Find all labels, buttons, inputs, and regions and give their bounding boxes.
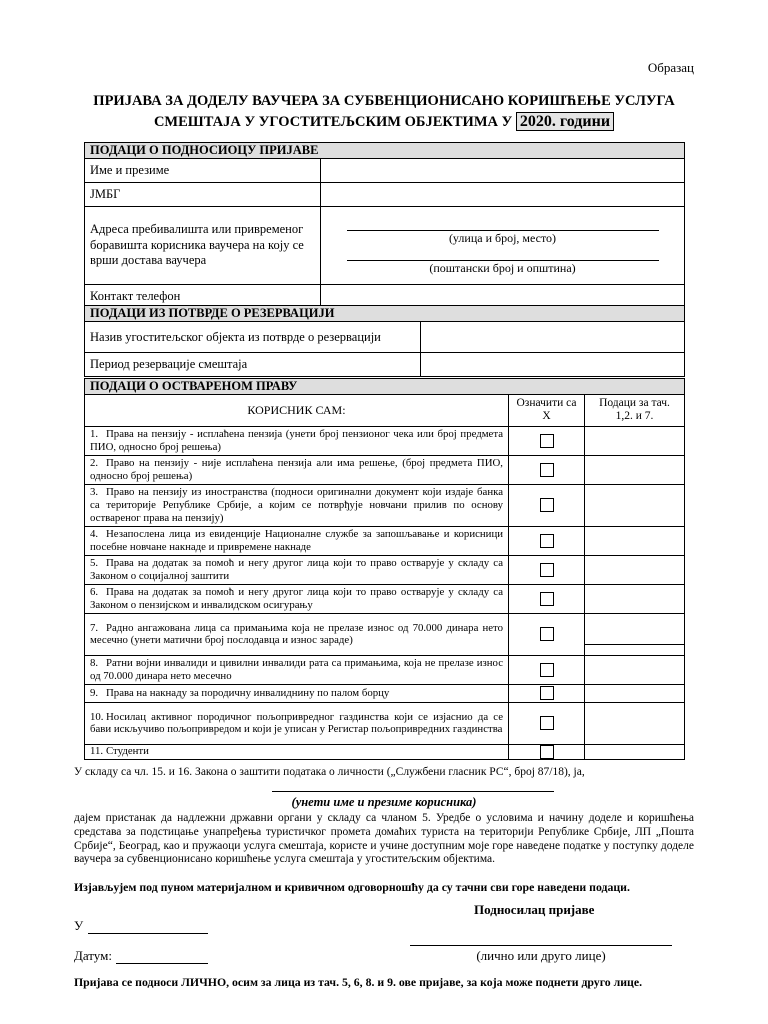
signature-hint: (лично или друго лице) (476, 948, 606, 963)
list-item (85, 684, 509, 702)
checkbox-9[interactable] (540, 686, 554, 700)
postal-hint: (поштански број и општина) (429, 260, 576, 275)
postal-line[interactable] (347, 246, 659, 261)
address-label: Адреса пребивалишта или привременог боравишта корисника ваучера на коју се врши достава ваучера (85, 207, 321, 285)
item-text: Носилац активног породичног пољопривредног газдинства који се изјаснио да се бави искључиво пољопривредом и који је уписан у Регистар пољопривредних газдинства (90, 710, 503, 736)
name-field[interactable] (321, 159, 685, 183)
submission-note: Пријава се подноси ЛИЧНО, осим за лица из тач. 5, 6, 8. и 9. ове пријаве, за која може поднети друго лице. (74, 975, 643, 989)
checkbox-1[interactable] (540, 434, 554, 448)
item-number: 7. (90, 621, 99, 634)
street-hint: (улица и број, место) (448, 230, 557, 245)
list-item (85, 613, 509, 655)
section-applicant: ПОДАЦИ О ПОДНОСИОЦУ ПРИЈАВЕ (85, 143, 685, 159)
col-mark: Означити са Х (509, 394, 585, 426)
list-item (85, 455, 509, 484)
data-field-8 (585, 655, 685, 684)
place-line[interactable] (88, 919, 208, 934)
list-item (85, 484, 509, 526)
list-item (85, 655, 509, 684)
section-reservation: ПОДАЦИ ИЗ ПОТВРДЕ О РЕЗЕРВАЦИЈИ (85, 306, 685, 322)
data-field-10 (585, 702, 685, 744)
consent-intro: У складу са чл. 15. и 16. Закона о заштити података о личности („Службени гласник РС“, број 87/18), ја, (74, 766, 585, 778)
data-field-9 (585, 684, 685, 702)
item-number: 4. (90, 528, 99, 541)
checkbox-2[interactable] (540, 463, 554, 477)
item-number: 10. (90, 710, 104, 723)
reservation-table (84, 305, 685, 377)
year-badge: 2020. години (516, 112, 614, 131)
checkbox-7[interactable] (540, 627, 554, 641)
form-label: Образац (647, 60, 694, 75)
data-field-2[interactable] (585, 455, 685, 484)
list-item (85, 555, 509, 584)
jmbg-label: ЈМБГ (85, 183, 321, 207)
facility-label: Назив угоститељског објекта из потврде о резервацији (85, 322, 421, 353)
consent-body: дајем пристанак да надлежни државни органи у складу са чланом 5. Уредбе о условима и начину доделе и коришћења средстава за подстицање унапређења туристичког промета домаћих туриста на територији Републике Србије, ЛП „Пошта Србије“, Београд, као и пружаоци услуга смештаја, користе и учине доступним моје горе наведене податке у поступку доделе ваучера за субвенционисано коришћење услуга смештаја у угоститељским објектима. (74, 812, 694, 866)
form-title-line2 (0, 113, 768, 131)
item-text: Радно ангажована лица са примањима која не прелазе износ од 70.000 динара нето месечно (унети матични број послодавца и износ зараде) (90, 621, 503, 647)
item-number: 8. (90, 657, 99, 670)
data-field-1[interactable] (585, 426, 685, 455)
item-number: 9. (90, 686, 99, 699)
consent-name-line[interactable] (272, 781, 554, 792)
period-field[interactable] (421, 353, 685, 377)
jmbg-field[interactable] (321, 183, 685, 207)
list-item (85, 744, 509, 759)
address-field[interactable] (321, 207, 685, 285)
checkbox-3[interactable] (540, 498, 554, 512)
date-line[interactable] (116, 949, 208, 964)
signature-line[interactable] (410, 931, 672, 946)
name-hint: (унети име и презиме корисника) (291, 795, 477, 809)
form-title: ПРИЈАВА ЗА ДОДЕЛУ ВАУЧЕРА ЗА СУБВЕНЦИОНИСАНО КОРИШЋЕЊЕ УСЛУГА (93, 93, 675, 109)
date-label: Датум: (74, 948, 112, 963)
applicant-label: Подносилац пријаве (474, 902, 595, 917)
checkbox-10[interactable] (540, 716, 554, 730)
checkbox-8[interactable] (540, 663, 554, 677)
data-field-4 (585, 526, 685, 555)
data-field-3 (585, 484, 685, 526)
checkbox-5[interactable] (540, 563, 554, 577)
item-number: 1. (90, 428, 99, 441)
form-title-text: СМЕШТАЈА У УГОСТИТЕЉСКИМ ОБЈЕКТИМА У (153, 114, 513, 130)
list-item (85, 702, 509, 744)
item-text: Права на додатак за помоћ и негу другог лица који то право остварује у складу са Законом о социјалној заштити (90, 557, 503, 582)
item-text: Право на пензију - није исплаћена пензија али има решење, (број предмета ПИО, односно број решења) (90, 457, 503, 482)
item-number: 6. (90, 586, 99, 599)
item-text: Права на пензију - исплаћена пензија (унети број пензионог чека или број предмета ПИО, односно број решења) (90, 428, 503, 453)
item-text: Студенти (106, 745, 149, 758)
item-number: 3. (90, 486, 99, 499)
checkbox-11[interactable] (540, 745, 554, 759)
street-line[interactable] (347, 216, 659, 231)
item-text: Права на накнаду за породичну инвалиднину по палом борцу (106, 686, 390, 699)
period-label: Период резервације смештаја (85, 353, 421, 377)
data-field-7[interactable] (585, 613, 685, 655)
declaration: Изјављујем под пуном материјалном и кривичном одговорношћу да су тачни сви горе наведени подаци. (74, 880, 630, 894)
checkbox-4[interactable] (540, 534, 554, 548)
data-field-5 (585, 555, 685, 584)
phone-label: Контакт телефон (85, 285, 321, 308)
list-item (85, 584, 509, 613)
item-text: Права на додатак за помоћ и негу другог лица који то право остварује у складу са Законом о пензијском и инвалидском осигурању (90, 586, 503, 611)
item-text: Незапослена лица из евиденције Националне службе за запошљавање и корисници посебне новчане накнаде и привремене накнаде (90, 528, 503, 553)
applicant-table (84, 142, 685, 308)
rights-table (84, 378, 685, 760)
item-number: 11. (90, 745, 104, 758)
col-data: Подаци за тач. 1,2. и 7. (585, 394, 685, 426)
data-field-6 (585, 584, 685, 613)
checkbox-6[interactable] (540, 592, 554, 606)
list-item (85, 526, 509, 555)
section-rights: ПОДАЦИ О ОСТВАРЕНОМ ПРАВУ (85, 379, 685, 395)
item-text: Ратни војни инвалиди и цивилни инвалиди рата са примањима, која не прелазе износ од 70.000 динара нето месечно (90, 657, 503, 682)
item-number: 5. (90, 557, 99, 570)
col-user: КОРИСНИК САМ: (85, 394, 509, 426)
place-label: У (74, 918, 84, 933)
data-field-11 (585, 744, 685, 759)
list-item (85, 426, 509, 455)
item-text: Право на пензију из иностранства (подноси оригинални документ који издаје банка са територије Републике Србије, а којим се потврђује новчани прилив по основу оствареног права на пензију) (90, 486, 503, 524)
item-number: 2. (90, 457, 99, 470)
facility-field[interactable] (421, 322, 685, 353)
name-label: Име и презиме (85, 159, 321, 183)
